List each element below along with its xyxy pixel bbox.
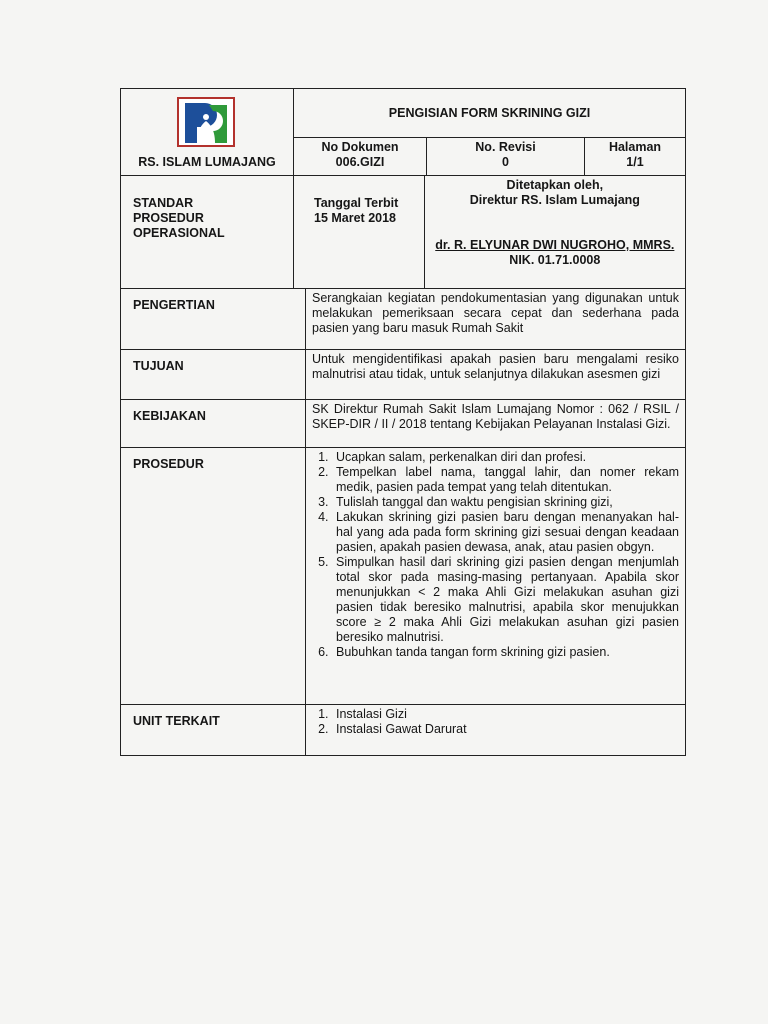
tujuan-label: TUJUAN — [121, 350, 306, 400]
kebijakan-text: SK Direktur Rumah Sakit Islam Lumajang Nomor : 062 / RSIL / SKEP-DIR / II / 2018 tentang Kebijakan Pelayanan Instalasi Gizi. — [306, 400, 686, 448]
sop-label-1: STANDAR — [133, 196, 194, 210]
sop-document — [120, 88, 686, 756]
signer-name: dr. R. ELYUNAR DWI NUGROHO, MMRS. — [435, 238, 675, 252]
signer-nik: NIK. 01.71.0008 — [509, 253, 601, 267]
ditetapkan-line-2: Direktur RS. Islam Lumajang — [469, 193, 640, 207]
ditetapkan-line-1: Ditetapkan oleh, — [506, 178, 604, 192]
ditetapkan-cell — [424, 176, 685, 289]
unit-terkait-cell — [306, 705, 686, 756]
row-pengertian — [121, 289, 686, 350]
tujuan-text: Untuk mengidentifikasi apakah pasien baru mengalami resiko malnutrisi atau tidak, untuk selanjutnya dilakukan asesmen gizi — [306, 350, 686, 400]
no-dokumen-label: No Dokumen — [321, 140, 399, 154]
header-table — [120, 88, 686, 289]
no-revisi-label: No. Revisi — [475, 140, 536, 154]
row-prosedur — [121, 448, 686, 705]
tanggal-terbit-value: 15 Maret 2018 — [314, 211, 397, 225]
hospital-name: RS. ISLAM LUMAJANG — [138, 155, 276, 169]
hospital-logo — [177, 97, 235, 147]
content-table — [120, 288, 686, 756]
prosedur-step: 3. Tulislah tanggal dan waktu pengisian skrining gizi, — [332, 495, 679, 510]
unit-terkait-label: UNIT TERKAIT — [121, 705, 306, 756]
kebijakan-label: KEBIJAKAN — [121, 400, 306, 448]
row-unit-terkait — [121, 705, 686, 756]
no-revisi — [426, 137, 584, 175]
sop-label-3: OPERASIONAL — [133, 226, 225, 240]
prosedur-steps-cell — [306, 448, 686, 705]
unit-item: 2. Instalasi Gawat Darurat — [332, 722, 679, 737]
halaman-label: Halaman — [608, 140, 662, 154]
no-dokumen-value: 006.GIZI — [335, 155, 385, 169]
sop-label-cell — [121, 176, 294, 289]
pengertian-label: PENGERTIAN — [121, 289, 306, 350]
row-tujuan — [121, 350, 686, 400]
pengertian-text: Serangkaian kegiatan pendokumentasian yang digunakan untuk melakukan pemeriksaan secara cepat dan sederhana pada pasien yang baru masuk Rumah Sakit — [306, 289, 686, 350]
prosedur-step: 6. Bubuhkan tanda tangan form skrining gizi pasien. — [332, 645, 679, 660]
prosedur-step: 2. Tempelkan label nama, tanggal lahir, dan nomer rekam medik, pasien pada tempat yang telah ditentukan. — [332, 465, 679, 495]
prosedur-label: PROSEDUR — [121, 448, 306, 705]
unit-terkait-list — [312, 707, 679, 737]
signer-block — [425, 238, 685, 268]
no-revisi-value: 0 — [502, 155, 509, 169]
document-title: PENGISIAN FORM SKRINING GIZI — [388, 105, 591, 120]
prosedur-step: 5. Simpulkan hasil dari skrining gizi pasien dengan menjumlah total skor pada masing-masing pertanyaan. Apabila skor menunjukkan < 2 maka Ahli Gizi melakukan asuhan gizi pasien tidak beresiko malnutrisi, apabila skor menujukkan score ≥ 2 maka Ahli Gizi melakukan asuhan gizi pasien beresiko malnutrisi. — [332, 555, 679, 645]
title-cell — [294, 89, 686, 176]
halaman — [584, 137, 685, 175]
no-dokumen — [294, 137, 426, 175]
tanggal-terbit-cell — [294, 176, 425, 289]
row-kebijakan — [121, 400, 686, 448]
prosedur-step: 1. Ucapkan salam, perkenalkan diri dan profesi. — [332, 450, 679, 465]
halaman-value: 1/1 — [626, 155, 644, 169]
sop-label-2: PROSEDUR — [133, 211, 204, 225]
prosedur-steps — [312, 450, 679, 660]
tanggal-terbit-label: Tanggal Terbit — [314, 196, 399, 210]
logo-cell — [121, 89, 294, 176]
unit-item: 1. Instalasi Gizi — [332, 707, 679, 722]
document-meta — [294, 137, 685, 175]
prosedur-step: 4. Lakukan skrining gizi pasien baru dengan menanyakan hal-hal yang ada pada form skrining gizi sesuai dengan keadaan pasien, apakah pasien dewasa, anak, atau pasien obgyn. — [332, 510, 679, 555]
